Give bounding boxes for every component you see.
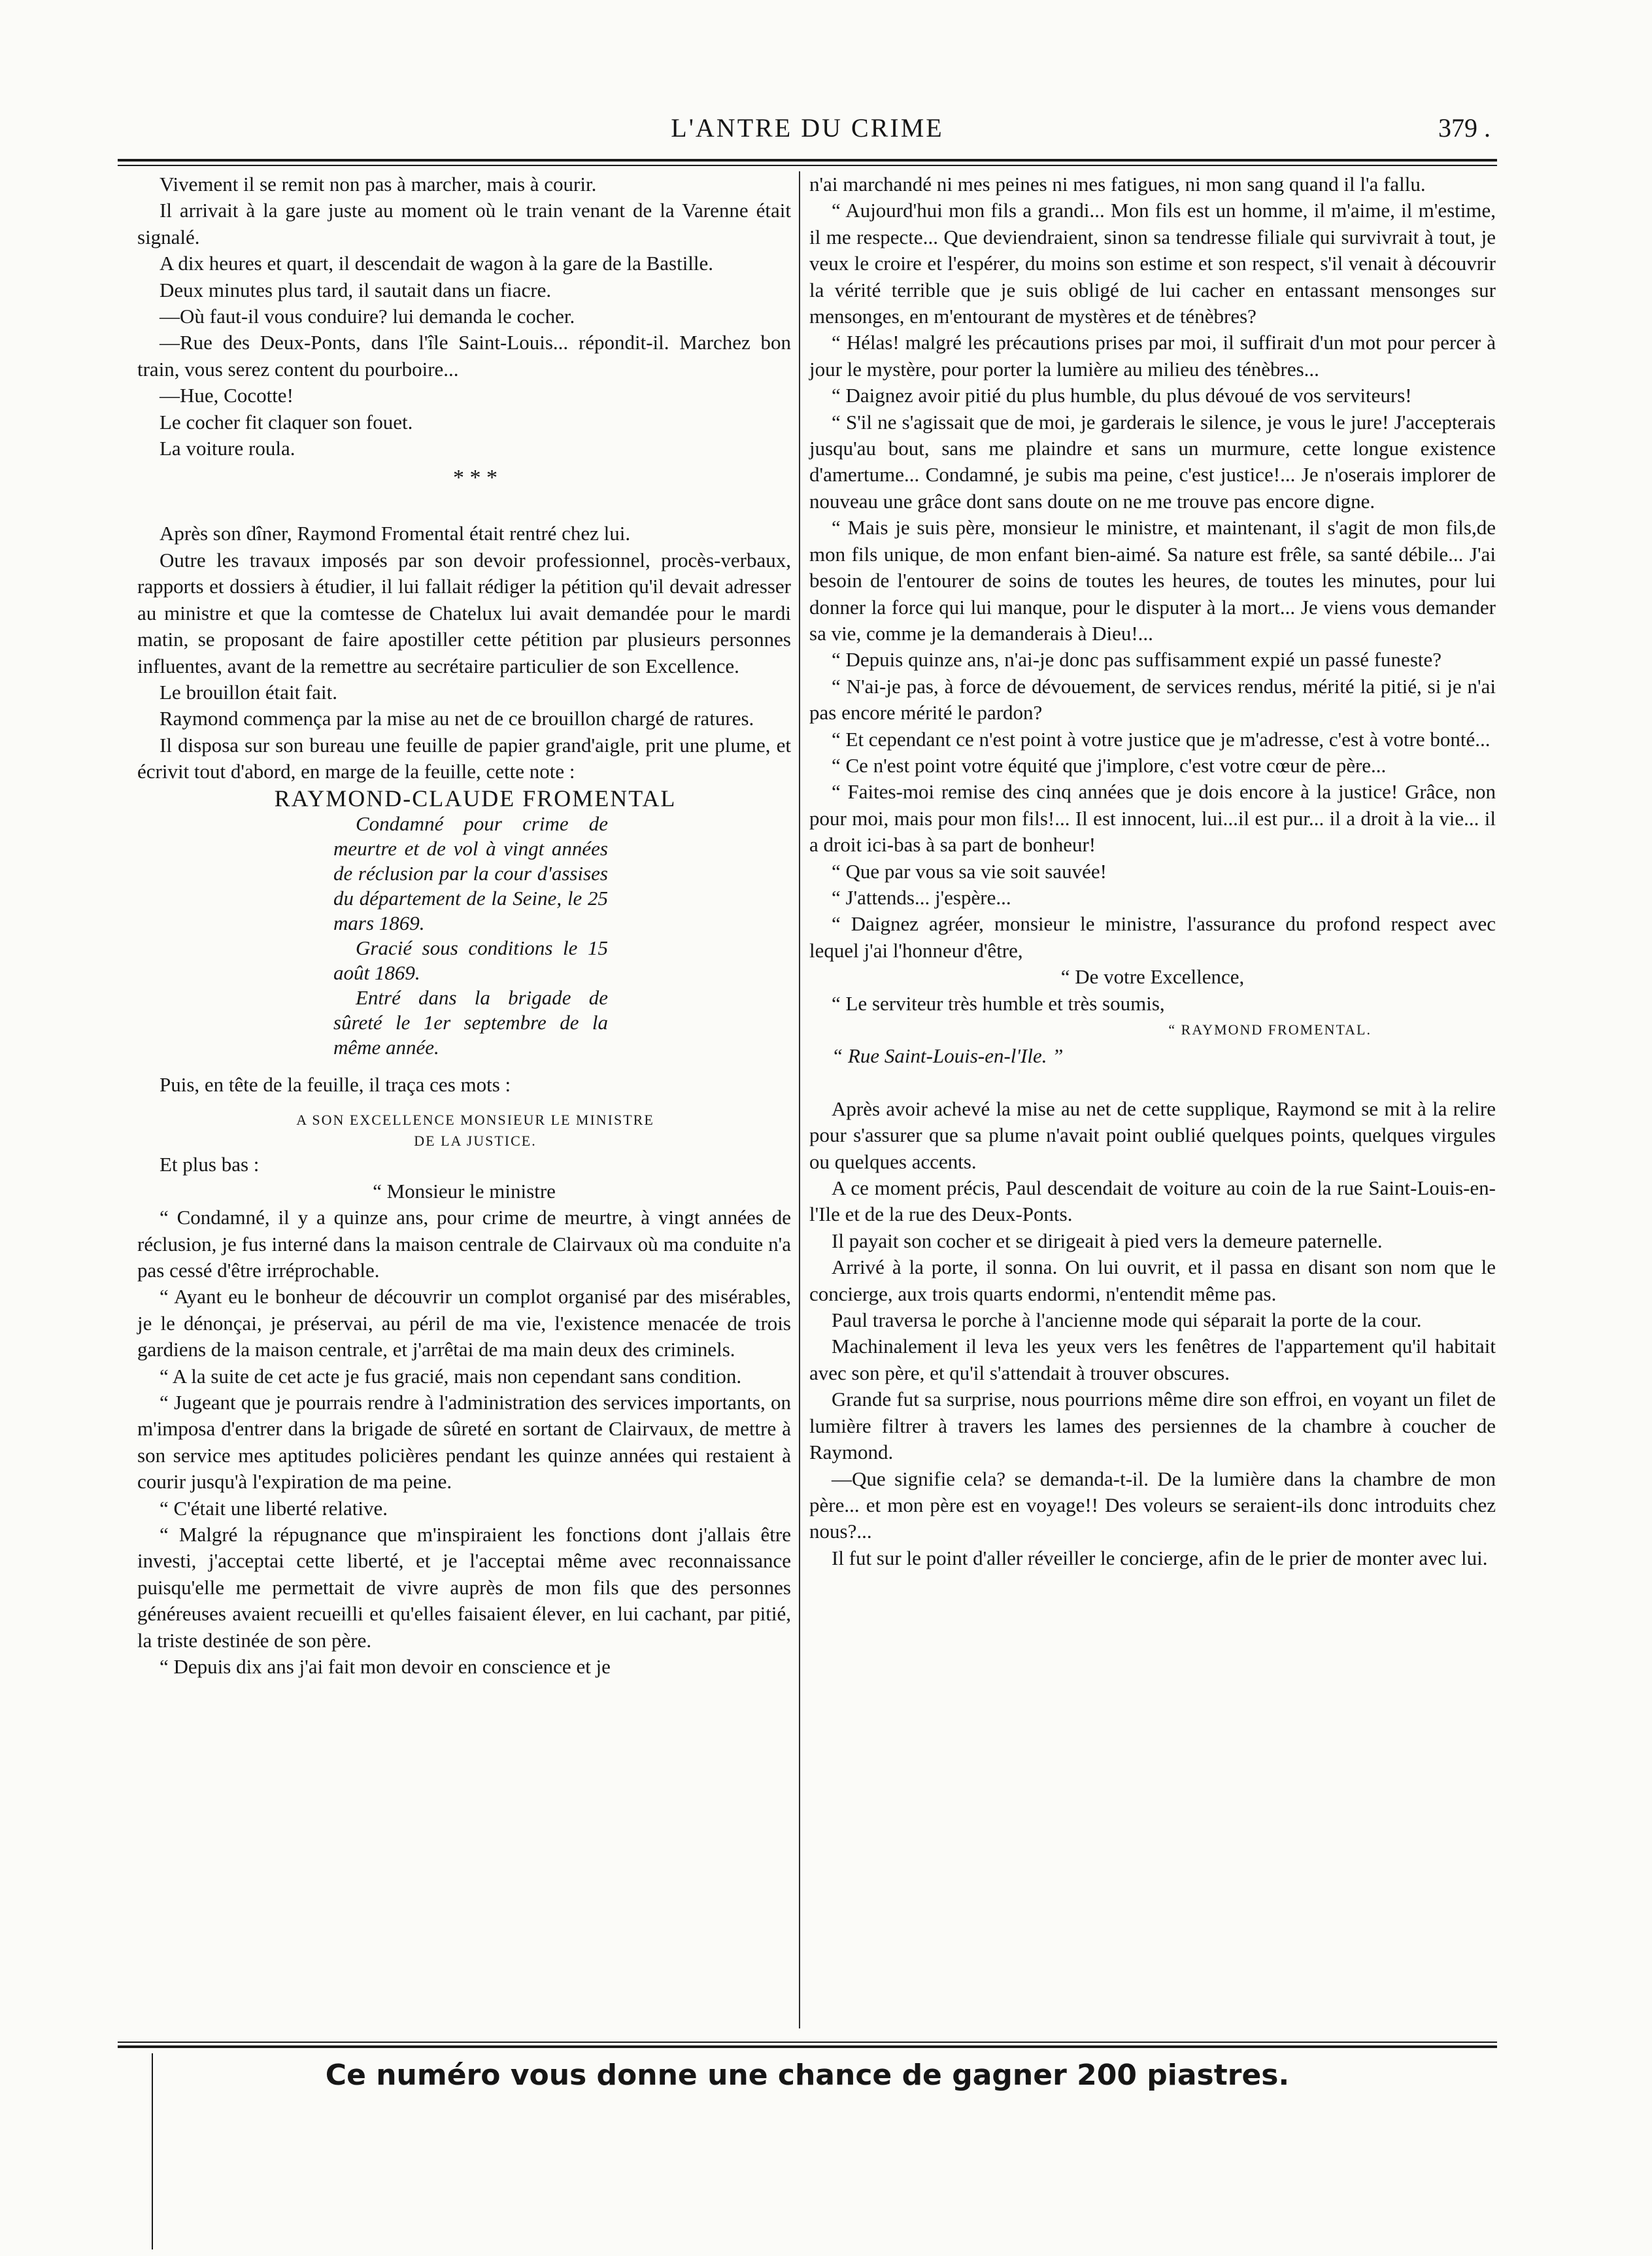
letter-paragraph: “ Que par vous sa vie soit sauvée! [832, 859, 1107, 883]
letter-paragraph: “ Daignez avoir pitié du plus humble, du plus dévoué de vos serviteurs! [832, 384, 1412, 407]
paragraph: Outre les travaux imposés par son devoir professionnel, procès-verbaux, rapports et dossiers à étudier, il lui fallait rédiger la pétition qu'il devait adresser au ministre et que la comtesse de Chatelux lui avait demandée pour le mardi matin, se proposant de faire apostiller cette pétition par plusieurs personnes influentes, avant de la remettre au secrétaire particulier de son Excellence. [137, 548, 791, 677]
page-number: 379 . [1438, 113, 1491, 143]
section-separator: * * * [453, 466, 497, 490]
page-edge-line [152, 2053, 153, 2249]
letter-paragraph: “ S'il ne s'agissait que de moi, je garderais le silence, je vous le jure! J'accepterais jusqu'au bout, sans me plaindre et sans un murmure, cette longue existence d'amertume... Condamné, je subis ma peine, c'est justice!... Je n'oserais implorer de nouveau une grâce dont sans doute on ne me trouve pas encore digne. [809, 410, 1496, 513]
paragraph: Raymond commença par la mise au net de ce brouillon chargé de ratures. [160, 707, 754, 730]
page-header [118, 110, 1497, 156]
paragraph: Il arrivait à la gare juste au moment où le train venant de la Varenne était signalé. [137, 199, 791, 248]
paragraph: —Hue, Cocotte! [160, 384, 294, 407]
note-line: Entré dans la brigade de sûreté le 1er septembre de la même année. [333, 985, 608, 1059]
paragraph: Après son dîner, Raymond Fromental était rentré chez lui. [160, 522, 631, 545]
footer-notice: Ce numéro vous donne une chance de gagner 200 piastres. [325, 2059, 1290, 2092]
letter-closing: “ De votre Excellence, [1060, 965, 1245, 989]
letter-signature: “ RAYMOND FROMENTAL. [1168, 1021, 1372, 1038]
letter-paragraph: “ Jugeant que je pourrais rendre à l'administration des services importants, on m'imposa d'entrer dans la brigade de sûreté en sortant de Clairvaux, de mettre à son service mes aptitudes policières pendant les quinze années qui restaient à courir jusqu'à l'expiration de ma peine. [137, 1391, 791, 1494]
letter-paragraph: “ Faites-moi remise des cinq années que je dois encore à la justice! Grâce, non pour moi, mais pour mon fils!... Il est innocent, lui...il est pur... il a droit à la vie... il a droit ici-bas à sa part de bonheur! [809, 780, 1496, 857]
left-column [137, 171, 791, 1680]
letter-address-line: DE LA JUSTICE. [414, 1133, 537, 1150]
letter-address-line: A SON EXCELLENCE MONSIEUR LE MINISTRE [296, 1112, 654, 1129]
name-heading: RAYMOND-CLAUDE FROMENTAL [274, 785, 677, 812]
paragraph: Puis, en tête de la feuille, il traça ces mots : [160, 1072, 511, 1096]
running-title: L'ANTRE DU CRIME [671, 113, 944, 143]
paragraph: A ce moment précis, Paul descendait de voiture au coin de la rue Saint-Louis-en-l'Ile et de la rue des Deux-Ponts. [809, 1176, 1496, 1226]
spacer [137, 1060, 791, 1072]
note-line: Condamné pour crime de meurtre et de vol à vingt années de réclusion par la cour d'assises du département de la Seine, le 25 mars 1869. [333, 812, 608, 934]
letter-paragraph: “ Aujourd'hui mon fils a grandi... Mon fils est un homme, il m'aime, il m'estime, il me respecte... Que deviendraient, sinon sa tendresse filiale qui survivrait à tout, je veux le croire et l'espérer, du moins son estime et son respect, s'il venait à découvrir la vérité terrible que je suis obligé de lui cacher en entassant mensonges sur mensonges, en m'entourant de mystères et de ténèbres? [809, 199, 1496, 328]
paragraph: Le cocher fit claquer son fouet. [160, 410, 413, 434]
paragraph: Après avoir achevé la mise au net de cette supplique, Raymond se mit à la relire pour s'assurer que sa plume n'avait point oublié quelques points, quelques virgules ou quelques accents. [809, 1097, 1496, 1173]
letter-paragraph: “ Hélas! malgré les précautions prises par moi, il suffirait d'un mot pour percer à jour le mystère, pour porter la lumière au milieu des ténèbres... [809, 331, 1496, 381]
paragraph: Et plus bas : [160, 1153, 260, 1176]
letter-paragraph: “ Mais je suis père, monsieur le ministre, et maintenant, il s'agit de mon fils,de mon fils unique, de mon enfant bien-aimé. Sa nature est frêle, sa santé débile... J'ai besoin de l'entourer de soins de toutes les heures, de toutes les minutes, pour lui donner la force qui lui manque, pour le disputer à la mort... Je viens vous demander sa vie, comme je la demanderais à Dieu!... [809, 516, 1496, 645]
paragraph: —Que signifie cela? se demanda-t-il. De la lumière dans la chambre de mon père... et mon père est en voyage!! Des voleurs se seraient-ils donc introduits chez nous?... [809, 1467, 1496, 1543]
letter-paragraph: “ Malgré la répugnance que m'inspiraient les fonctions dont j'allais être investi, j'acceptai cette liberté, et je l'acceptai même avec reconnaissance puisqu'elle me permettait de vivre auprès de mon fils que des personnes généreuses avaient recueilli et qu'elles faisaient élever, en lui cachant, par pitié, la triste destinée de son père. [137, 1523, 791, 1652]
letter-paragraph: “ C'était une liberté relative. [160, 1496, 388, 1520]
column-divider [799, 171, 800, 2028]
paragraph: A dix heures et quart, il descendait de wagon à la gare de la Bastille. [160, 252, 714, 275]
paragraph: Il fut sur le point d'aller réveiller le concierge, afin de le prier de monter avec lui. [832, 1546, 1488, 1569]
margin-note [333, 812, 608, 1060]
footer-rule-thin [118, 2042, 1497, 2043]
letter-paragraph: “ Ayant eu le bonheur de découvrir un complot organisé par des misérables, je le dénonçai, je préservai, au péril de ma vie, l'existence menacée de trois gardiens de la maison centrale, et j'arrêtai de ma main deux des criminels. [137, 1285, 791, 1361]
paragraph: Il payait son cocher et se dirigeait à pied vers la demeure paternelle. [832, 1229, 1383, 1252]
letter-paragraph: “ Ce n'est point votre équité que j'implore, c'est votre cœur de père... [832, 753, 1387, 777]
paragraph: —Où faut-il vous conduire? lui demanda le cocher. [160, 305, 575, 328]
paragraph: Le brouillon était fait. [160, 680, 338, 704]
spacer [137, 494, 791, 521]
paragraph: Vivement il se remit non pas à marcher, mais à courir. [160, 173, 597, 196]
footer-rule-thick [118, 2045, 1497, 2048]
letter-paragraph: “ J'attends... j'espère... [832, 885, 1011, 909]
letter-paragraph: “ Depuis quinze ans, n'ai-je donc pas suffisamment expié un passé funeste? [832, 648, 1442, 672]
paragraph: Paul traversa le porche à l'ancienne mode qui séparait la porte de la cour. [832, 1308, 1422, 1332]
letter-paragraph: n'ai marchandé ni mes peines ni mes fatigues, ni mon sang quand il l'a fallu. [809, 173, 1426, 196]
letter-paragraph: “ Depuis dix ans j'ai fait mon devoir en conscience et je [160, 1655, 611, 1679]
letter-salutation: “ Monsieur le ministre [373, 1179, 556, 1203]
paragraph: —Rue des Deux-Ponts, dans l'île Saint-Louis... répondit-il. Marchez bon train, vous serez content du pourboire... [137, 331, 791, 381]
letter-paragraph: “ Et cependant ce n'est point à votre justice que je m'adresse, c'est à votre bonté... [832, 727, 1491, 751]
paragraph: Arrivé à la porte, il sonna. On lui ouvrit, et il passa en disant son nom que le concierge, aux trois quarts endormi, n'entendit même pas. [809, 1256, 1496, 1305]
right-column [809, 171, 1496, 1571]
letter-paragraph: “ Daignez agréer, monsieur le ministre, l'assurance du profond respect avec lequel j'ai l'honneur d'être, [809, 912, 1496, 962]
paragraph: Machinalement il leva les yeux vers les fenêtres de l'appartement qu'il habitait avec son père, et qu'il s'attendait à trouver obscures. [809, 1335, 1496, 1384]
spacer [137, 1098, 791, 1110]
letter-paragraph: “ Condamné, il y a quinze ans, pour crime de meurtre, à vingt années de réclusion, je fus interné dans la maison centrale de Clairvaux où ma conduite n'a pas cessé d'être irréprochable. [137, 1206, 791, 1282]
header-rule-thin [118, 165, 1497, 166]
paragraph: Grande fut sa surprise, nous pourrions même dire son effroi, en voyant un filet de lumière filtrer à travers les lames des persiennes de la chambre à coucher de Raymond. [809, 1388, 1496, 1464]
letter-paragraph: “ A la suite de cet acte je fus gracié, mais non cependant sans condition. [160, 1364, 742, 1388]
letter-sender-address: “ Rue Saint-Louis-en-l'Ile. ” [832, 1044, 1064, 1068]
letter-closing: “ Le serviteur très humble et très soumis, [832, 991, 1165, 1015]
paragraph: La voiture roula. [160, 437, 295, 460]
note-line: Gracié sous conditions le 15 août 1869. [333, 936, 608, 984]
letter-paragraph: “ N'ai-je pas, à force de dévouement, de services rendus, mérité la pitié, si je n'ai pas encore mérité le pardon? [809, 674, 1496, 725]
paragraph: Il disposa sur son bureau une feuille de papier grand'aigle, prit une plume, et écrivit tout d'abord, en marge de la feuille, cette note : [137, 733, 791, 783]
header-rule-thick [118, 159, 1497, 162]
paragraph: Deux minutes plus tard, il sautait dans un fiacre. [160, 278, 552, 301]
spacer [809, 1070, 1496, 1096]
